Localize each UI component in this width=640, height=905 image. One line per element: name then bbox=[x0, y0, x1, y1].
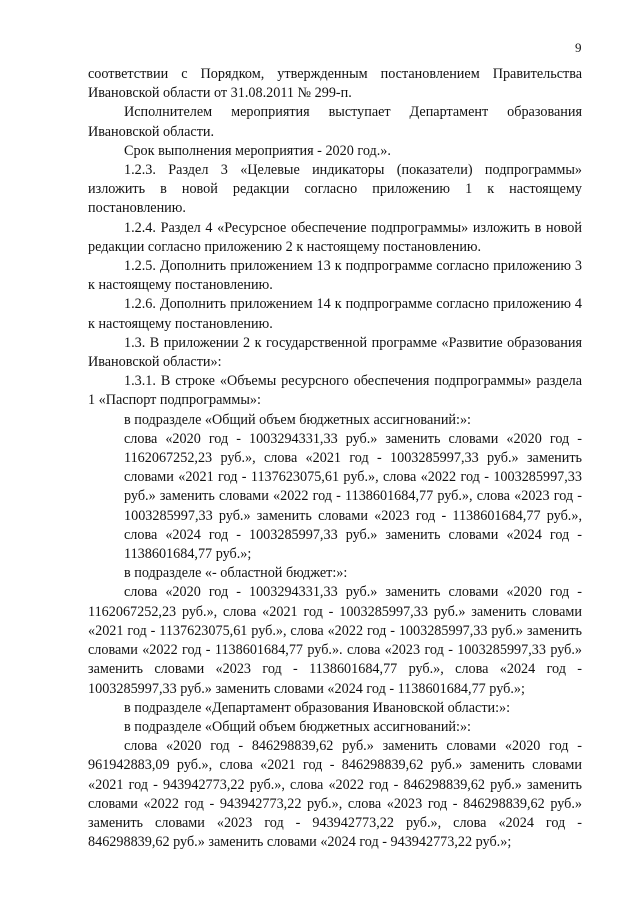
document-body bbox=[88, 65, 582, 852]
paragraph: в подразделе «Общий объем бюджетных ассигнований:»: bbox=[124, 718, 471, 735]
paragraph: Срок выполнения мероприятия - 2020 год.». bbox=[124, 142, 391, 159]
paragraph: Исполнителем мероприятия выступает Департамент образования Ивановской области. bbox=[88, 104, 582, 140]
paragraph: слова «2020 год - 1003294331,33 руб.» заменить словами «2020 год - 1162067252,23 руб.», слова «2021 год - 1003285997,33 руб.» заменить словами «2021 год - 1137623075,61 руб.», слова «2022 год - 1003285997,33 руб.» заменить словами «2022 год - 1138601684,77 руб.», слова «2023 год - 1003285997,33 руб.» заменить словами «2023 год - 1138601684,77 руб.», слова «2024 год - 1003285997,33 руб.» заменить словами «2024 год - 1138601684,77 руб.»; bbox=[124, 430, 582, 563]
paragraph: 1.2.5. Дополнить приложением 13 к подпрограмме согласно приложению 3 к настоящему постановлению. bbox=[88, 258, 582, 294]
paragraph: 1.2.3. Раздел 3 «Целевые индикаторы (показатели) подпрограммы» изложить в новой редакции согласно приложению 1 к настоящему постановлению. bbox=[88, 162, 582, 217]
paragraph: в подразделе «Департамент образования Ивановской области:»: bbox=[124, 699, 511, 716]
paragraph: соответствии с Порядком, утвержденным постановлением Правительства Ивановской области от 31.08.2011 № 299-п. bbox=[88, 66, 582, 102]
paragraph: 1.2.4. Раздел 4 «Ресурсное обеспечение подпрограммы» изложить в новой редакции согласно приложению 2 к настоящему постановлению. bbox=[88, 219, 582, 255]
paragraph: 1.2.6. Дополнить приложением 14 к подпрограмме согласно приложению 4 к настоящему постановлению. bbox=[88, 296, 582, 332]
paragraph: в подразделе «- областной бюджет:»: bbox=[124, 565, 348, 582]
paragraph: в подразделе «Общий объем бюджетных ассигнований:»: bbox=[124, 411, 471, 428]
page-number: 9 bbox=[575, 40, 582, 55]
paragraph: слова «2020 год - 846298839,62 руб.» заменить словами «2020 год - 961942883,09 руб.», слова «2021 год - 846298839,62 руб.» заменить словами «2021 год - 943942773,22 руб.», слова «2022 год - 846298839,62 руб.» заменить словами «2022 год - 943942773,22 руб.», слова «2023 год - 846298839,62 руб.» заменить словами «2023 год - 943942773,22 руб.», слова «2024 год - 846298839,62 руб.» заменить словами «2024 год - 943942773,22 руб.»; bbox=[88, 738, 582, 851]
paragraph: 1.3.1. В строке «Объемы ресурсного обеспечения подпрограммы» раздела 1 «Паспорт подпрограммы»: bbox=[88, 373, 582, 409]
paragraph: слова «2020 год - 1003294331,33 руб.» заменить словами «2020 год - 1162067252,23 руб.», слова «2021 год - 1003285997,33 руб.» заменить словами «2021 год - 1137623075,61 руб.», слова «2022 год - 1003285997,33 руб.» заменить словами «2022 год - 1138601684,77 руб.». слова «2023 год - 1003285997,33 руб.» заменить словами «2023 год - 1138601684,77 руб.», слова «2024 год - 1003285997,33 руб.» заменить словами «2024 год - 1138601684,77 руб.»; bbox=[88, 584, 582, 697]
paragraph: 1.3. В приложении 2 к государственной программе «Развитие образования Ивановской области»: bbox=[88, 334, 582, 371]
